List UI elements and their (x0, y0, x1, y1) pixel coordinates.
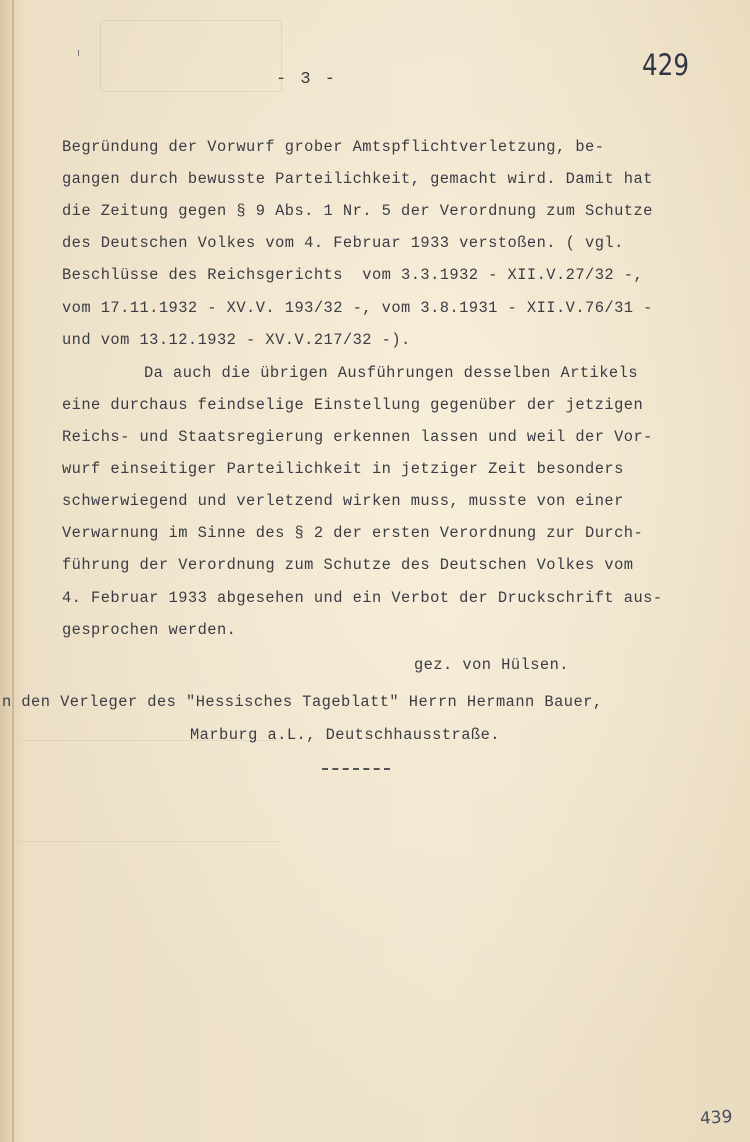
paragraph1-line: und vom 13.12.1932 - XV.V.217/32 -). (62, 331, 411, 349)
paragraph1-line: Begründung der Vorwurf grober Amtspflichtverletzung, be- (62, 138, 605, 156)
paragraph2-line: Verwarnung im Sinne des § 2 der ersten Verordnung zur Durch- (62, 524, 644, 542)
paragraph2-line: Da auch die übrigen Ausführungen desselben Artikels (144, 364, 638, 382)
paragraph2-line: schwerwiegend und verletzend wirken muss, musste von einer (62, 492, 624, 510)
paper-mark (78, 50, 79, 56)
paragraph2-line: wurf einseitiger Parteilichkeit in jetziger Zeit besonders (62, 460, 624, 478)
paragraph1-line: des Deutschen Volkes vom 4. Februar 1933 verstoßen. ( vgl. (62, 234, 624, 252)
paragraph2-line: eine durchaus feindselige Einstellung gegenüber der jetzigen (62, 396, 644, 414)
paragraph1-line: die Zeitung gegen § 9 Abs. 1 Nr. 5 der Verordnung zum Schutze (62, 202, 653, 220)
handwritten-folio-number: 429 (642, 48, 690, 82)
paragraph2-line: führung der Verordnung zum Schutze des Deutschen Volkes vom (62, 556, 634, 574)
address-line-city: Marburg a.L., Deutschhausstraße. (190, 726, 500, 744)
paragraph2-line: 4. Februar 1933 abgesehen und ein Verbot der Druckschrift aus- (62, 589, 663, 607)
address-line-recipient: n den Verleger des "Hessisches Tageblatt" Herrn Hermann Bauer, (2, 693, 603, 711)
page-number: - 3 - (276, 70, 338, 89)
paragraph1-line: vom 17.11.1932 - XV.V. 193/32 -, vom 3.8.1931 - XII.V.76/31 - (62, 299, 653, 317)
handwritten-archive-number: 439 (699, 1106, 734, 1130)
show-through-stamp (100, 20, 282, 92)
paragraph1-line: gangen durch bewusste Parteilichkeit, gemacht wird. Damit hat (62, 170, 653, 188)
signature: gez. von Hülsen. (414, 656, 569, 674)
show-through-text-area (20, 740, 280, 842)
closing-rule (322, 768, 390, 770)
binding-edge (12, 0, 14, 1142)
paragraph1-line: Beschlüsse des Reichsgerichts vom 3.3.1932 - XII.V.27/32 -, (62, 266, 644, 284)
paragraph2-line: Reichs- und Staatsregierung erkennen lassen und weil der Vor- (62, 428, 653, 446)
paragraph2-line: gesprochen werden. (62, 621, 237, 639)
